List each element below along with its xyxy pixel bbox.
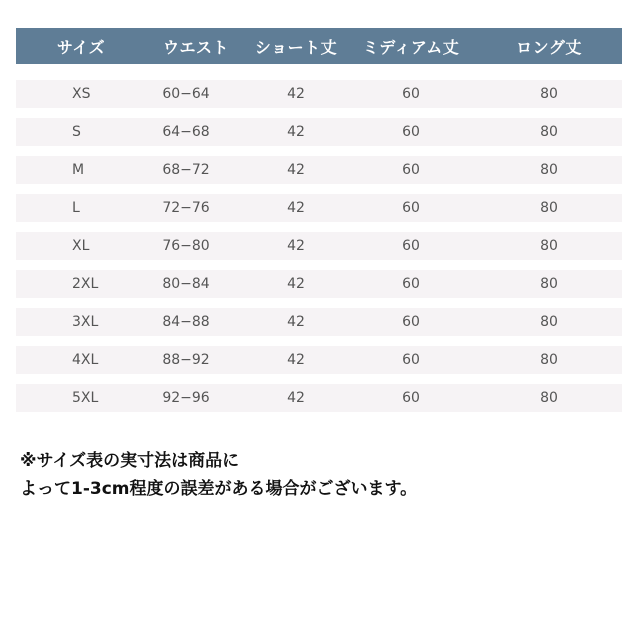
header-size: サイズ [56,37,106,57]
cell-medium: 60 [402,86,420,102]
cell-size: 4XL [72,352,99,368]
cell-medium: 60 [402,238,420,254]
size-chart-table [16,28,622,422]
cell-short: 42 [287,390,305,406]
header-short-length: ショート丈 [254,37,338,57]
table-row [16,232,622,260]
cell-long: 80 [540,238,558,254]
cell-long: 80 [540,162,558,178]
cell-waist: 60−64 [162,86,210,102]
table-row [16,80,622,108]
size-note [20,447,620,503]
cell-medium: 60 [402,314,420,330]
table-body [16,80,622,412]
cell-waist: 92−96 [162,390,210,406]
header-waist: ウエスト [162,37,229,57]
cell-short: 42 [287,200,305,216]
table-row [16,346,622,374]
note-line-2: よって1-3cm程度の誤差がある場合がございます。 [20,479,418,499]
cell-medium: 60 [402,200,420,216]
cell-medium: 60 [402,162,420,178]
cell-long: 80 [540,124,558,140]
cell-size: M [72,162,85,178]
note-line-1: ※サイズ表の実寸法は商品に [20,451,240,471]
header-medium-length: ミディアム丈 [362,37,460,57]
cell-waist: 88−92 [162,352,210,368]
cell-short: 42 [287,352,305,368]
cell-waist: 68−72 [162,162,210,178]
cell-size: 3XL [72,314,99,330]
cell-short: 42 [287,238,305,254]
cell-medium: 60 [402,276,420,292]
cell-waist: 80−84 [162,276,210,292]
cell-long: 80 [540,276,558,292]
table-row [16,384,622,412]
cell-long: 80 [540,314,558,330]
cell-short: 42 [287,162,305,178]
cell-size: XS [72,86,91,102]
table-row [16,308,622,336]
cell-medium: 60 [402,124,420,140]
cell-short: 42 [287,86,305,102]
cell-short: 42 [287,124,305,140]
table-row [16,156,622,184]
cell-waist: 72−76 [162,200,210,216]
cell-short: 42 [287,314,305,330]
cell-waist: 84−88 [162,314,210,330]
header-long-length: ロング丈 [516,37,582,57]
cell-size: 2XL [72,276,99,292]
cell-size: 5XL [72,390,99,406]
cell-waist: 64−68 [162,124,210,140]
cell-medium: 60 [402,352,420,368]
cell-size: S [72,124,81,140]
cell-medium: 60 [402,390,420,406]
cell-waist: 76−80 [162,238,210,254]
cell-long: 80 [540,200,558,216]
cell-long: 80 [540,86,558,102]
cell-size: XL [72,238,90,254]
cell-long: 80 [540,352,558,368]
cell-size: L [72,200,80,216]
table-header-row [16,28,622,64]
table-row [16,118,622,146]
cell-long: 80 [540,390,558,406]
cell-short: 42 [287,276,305,292]
table-row [16,270,622,298]
table-row [16,194,622,222]
